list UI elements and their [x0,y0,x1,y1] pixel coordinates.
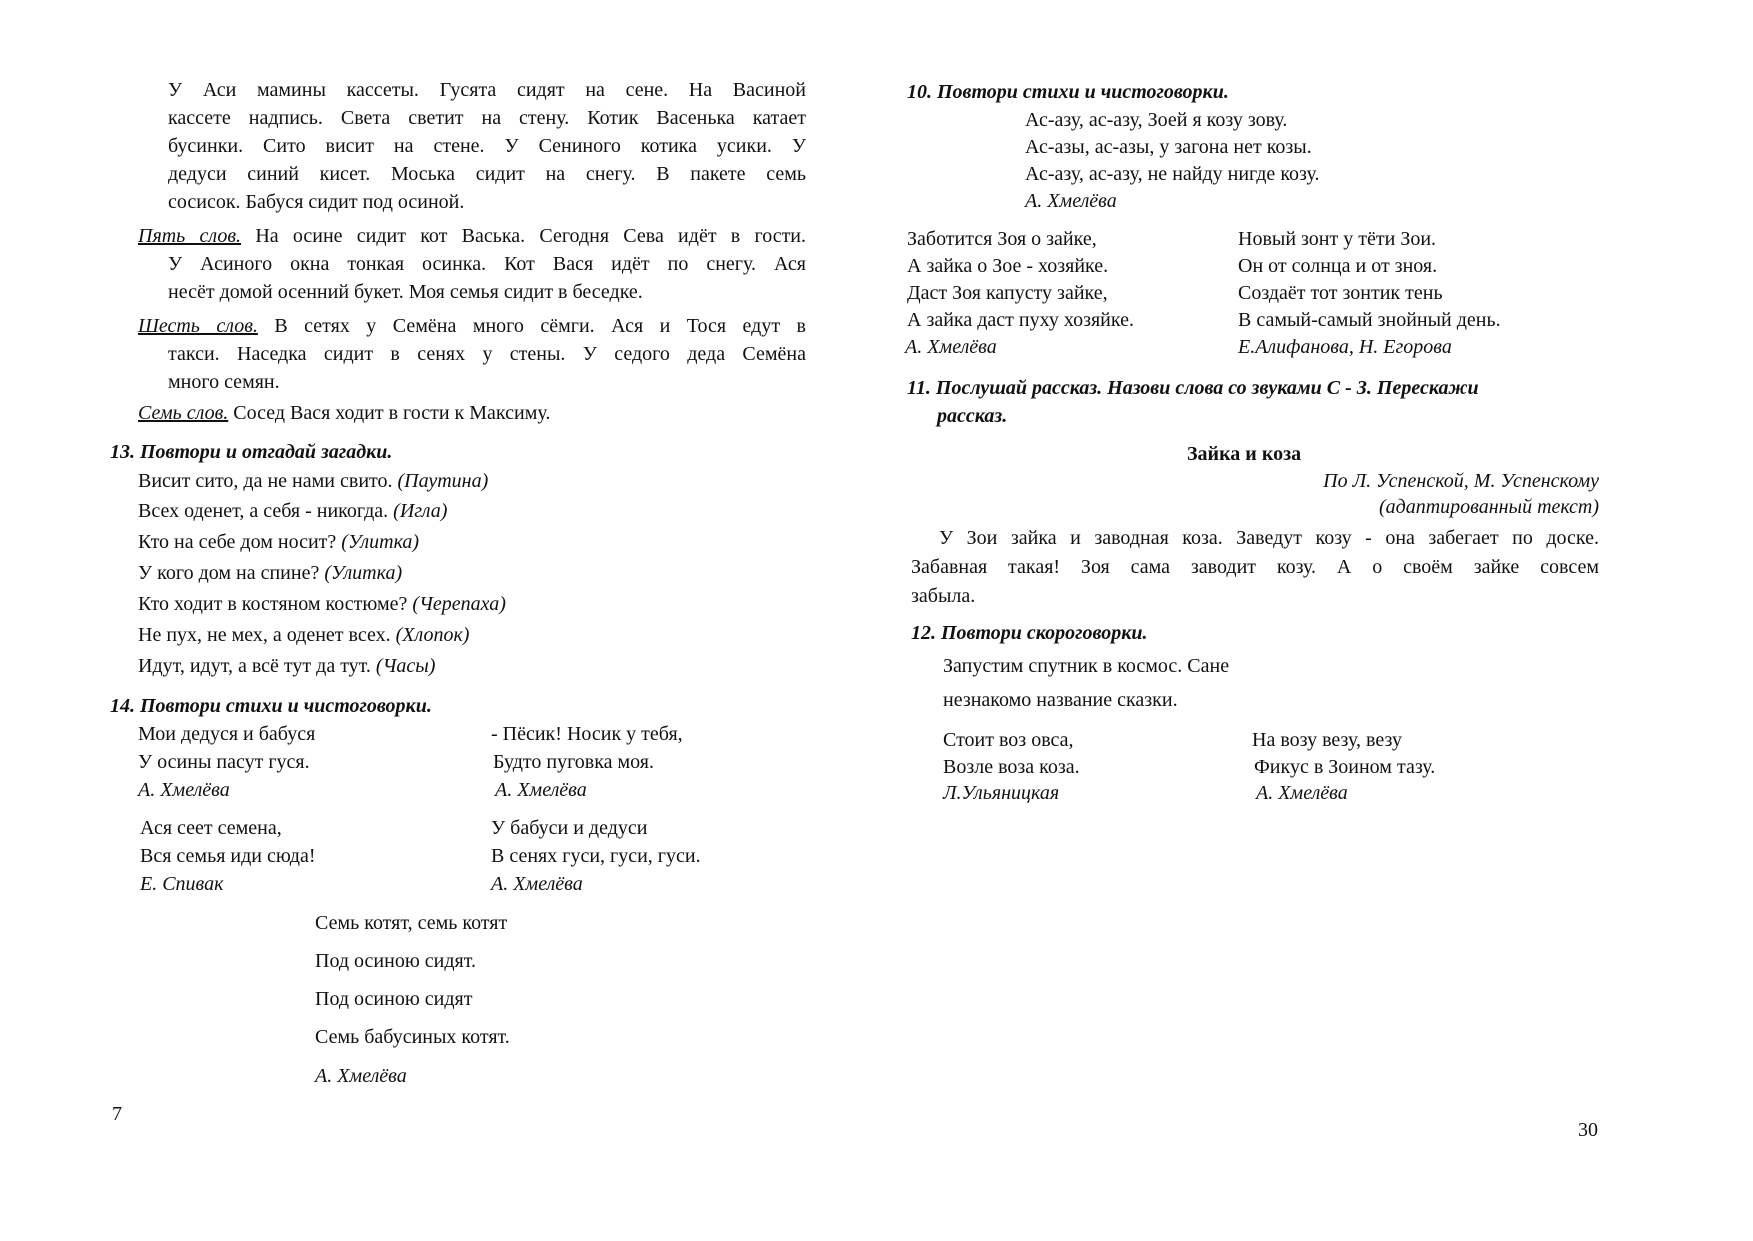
poem-line: У бабуси и дедуси [491,817,648,839]
riddle-answer: (Улитка) [324,562,403,584]
page-number-right: 30 [1578,1119,1598,1141]
riddle-line [138,530,419,554]
page-number-left: 7 [112,1103,122,1125]
poem-line: Мои дедуся и бабуся [138,723,316,745]
riddle-question: У кого дом на спине? [138,562,320,584]
story-credit: По Л. Успенской, М. Успенскому [1323,470,1599,492]
intro-line: У Аси мамины кассеты. Гусята сидят на сене. На Васиной [168,79,806,101]
riddle-answer: (Улитка) [341,531,420,553]
riddle-question: Висит сито, да не нами свито. [138,470,393,492]
riddle-line [138,469,488,493]
heading-14: 14. Повтори стихи и чистоговорки. [110,695,432,717]
poem-line: Вся семья иди сюда! [140,845,316,867]
verse-author: А. Хмелёва [1025,190,1117,212]
riddle-answer: (Игла) [393,500,448,522]
heading-13: 13. Повтори и отгадай загадки. [110,441,393,463]
poem-line: Ася сеет семена, [140,817,282,839]
poem-line: Возле воза коза. [943,756,1080,778]
riddle-answer: (Часы) [375,655,436,677]
poem-line: Даст Зоя капусту зайке, [907,282,1108,304]
poem-line: - Пёсик! Носик у тебя, [491,723,683,745]
intro-line: дедуси синий кисет. Моська сидит на снегу. В пакете семь [168,163,806,185]
verse-line: Ас-азу, ас-азу, не найду нигде козу. [1025,163,1320,185]
riddle-line [138,592,506,616]
riddle-question: Кто на себе дом носит? [138,531,337,553]
seven-words-text: Сосед Вася ходит в гости к Максиму. [233,402,551,424]
poem-line: А зайка о Зое - хозяйке. [907,255,1109,277]
riddle-answer: (Паутина) [397,470,489,492]
verse-line: Ас-азу, ас-азу, Зоей я козу зову. [1025,109,1288,131]
story-line: забыла. [911,585,976,607]
poem-line: Стоит воз овса, [943,729,1074,751]
poem-author: А. Хмелёва [1256,782,1348,804]
verse-line: Ас-азы, ас-азы, у загона нет козы. [1025,136,1312,158]
riddle-question: Идут, идут, а всё тут да тут. [138,655,371,677]
six-words-line [138,312,806,340]
six-words-line: много семян. [168,371,280,393]
story-line: У Зои зайка и заводная коза. Заведут козу - она забегает по доске. [939,527,1599,549]
poem-line: Он от солнца и от зноя. [1238,255,1438,277]
heading-12: 12. Повтори скороговорки. [911,622,1148,644]
poem-line: Семь котят, семь котят [315,912,508,934]
riddle-answer: (Хлопок) [395,624,470,646]
intro-line: кассете надпись. Света светит на стену. Котик Васенька катает [168,107,806,129]
riddle-line [138,561,402,585]
six-words-line: такси. Наседка сидит в сенях у стены. У седого деда Семёна [168,343,806,365]
five-words-line: несёт домой осенний букет. Моя семья сидит в беседке. [168,281,643,303]
poem-line: Новый зонт у тёти Зои. [1238,228,1437,250]
poem-line: Создаёт тот зонтик тень [1238,282,1443,304]
poem-line: Будто пуговка моя. [493,751,654,773]
poem-line: У осины пасут гуся. [138,751,310,773]
heading-11-cont: рассказ. [937,405,1008,427]
poem-line: Заботится Зоя о зайке, [907,228,1097,250]
story-title: Зайка и коза [1187,443,1302,465]
poem-author: А. Хмелёва [905,336,997,358]
poem-author: А. Хмелёва [495,779,587,801]
riddle-line [138,499,447,523]
poem-line: Под осиною сидят [315,988,473,1010]
five-words-text: На осине сидит кот Васька. Сегодня Сева идёт в гости. [255,225,807,247]
poem-author: А. Хмелёва [315,1065,407,1087]
five-words-line: У Асиного окна тонкая осинка. Кот Вася идёт по снегу. Ася [168,253,806,275]
poem-author: А. Хмелёва [491,873,583,895]
seven-words-label: Семь слов. [138,402,229,424]
tongue-twister-line: Запустим спутник в космос. Сане [943,655,1230,677]
poem-line: На возу везу, везу [1252,729,1402,751]
riddle-question: Всех оденет, а себя - никогда. [138,500,389,522]
six-words-text: В сетях у Семёна много сёмги. Ася и Тося едут в [274,315,806,337]
poem-author: А. Хмелёва [138,779,230,801]
riddle-question: Кто ходит в костяном костюме? [138,593,408,615]
heading-11: 11. Послушай рассказ. Назови слова со звуками С - З. Перескажи [907,377,1479,399]
poem-line: Семь бабусиных котят. [315,1026,510,1048]
six-words-label: Шесть слов. [138,315,258,337]
intro-line: сосисок. Бабуся сидит под осиной. [168,191,465,213]
heading-10: 10. Повтори стихи и чистоговорки. [907,81,1229,103]
riddle-line [138,654,435,678]
poem-line: А зайка даст пуху хозяйке. [907,309,1134,331]
riddle-question: Не пух, не мех, а оденет всех. [138,624,391,646]
seven-words-line [138,401,550,425]
poem-author: Е.Алифанова, Н. Егорова [1238,336,1452,358]
poem-line: Фикус в Зоином тазу. [1254,756,1436,778]
story-line: Забавная такая! Зоя сама заводит козу. А о своём зайке совсем [911,556,1599,578]
story-credit: (адаптированный текст) [1378,496,1599,518]
poem-line: В самый-самый знойный день. [1238,309,1501,331]
poem-line: В сенях гуси, гуси, гуси. [491,845,701,867]
poem-line: Под осиною сидят. [315,950,476,972]
riddle-answer: (Черепаха) [412,593,506,615]
tongue-twister-line: незнакомо название сказки. [943,689,1178,711]
poem-author: Л.Ульяницкая [943,782,1060,804]
poem-author: Е. Спивак [140,873,224,895]
intro-line: бусинки. Сито висит на стене. У Сениного котика усики. У [168,135,806,157]
riddle-line [138,623,469,647]
five-words-label: Пять слов. [138,225,242,247]
five-words-line [138,222,806,250]
